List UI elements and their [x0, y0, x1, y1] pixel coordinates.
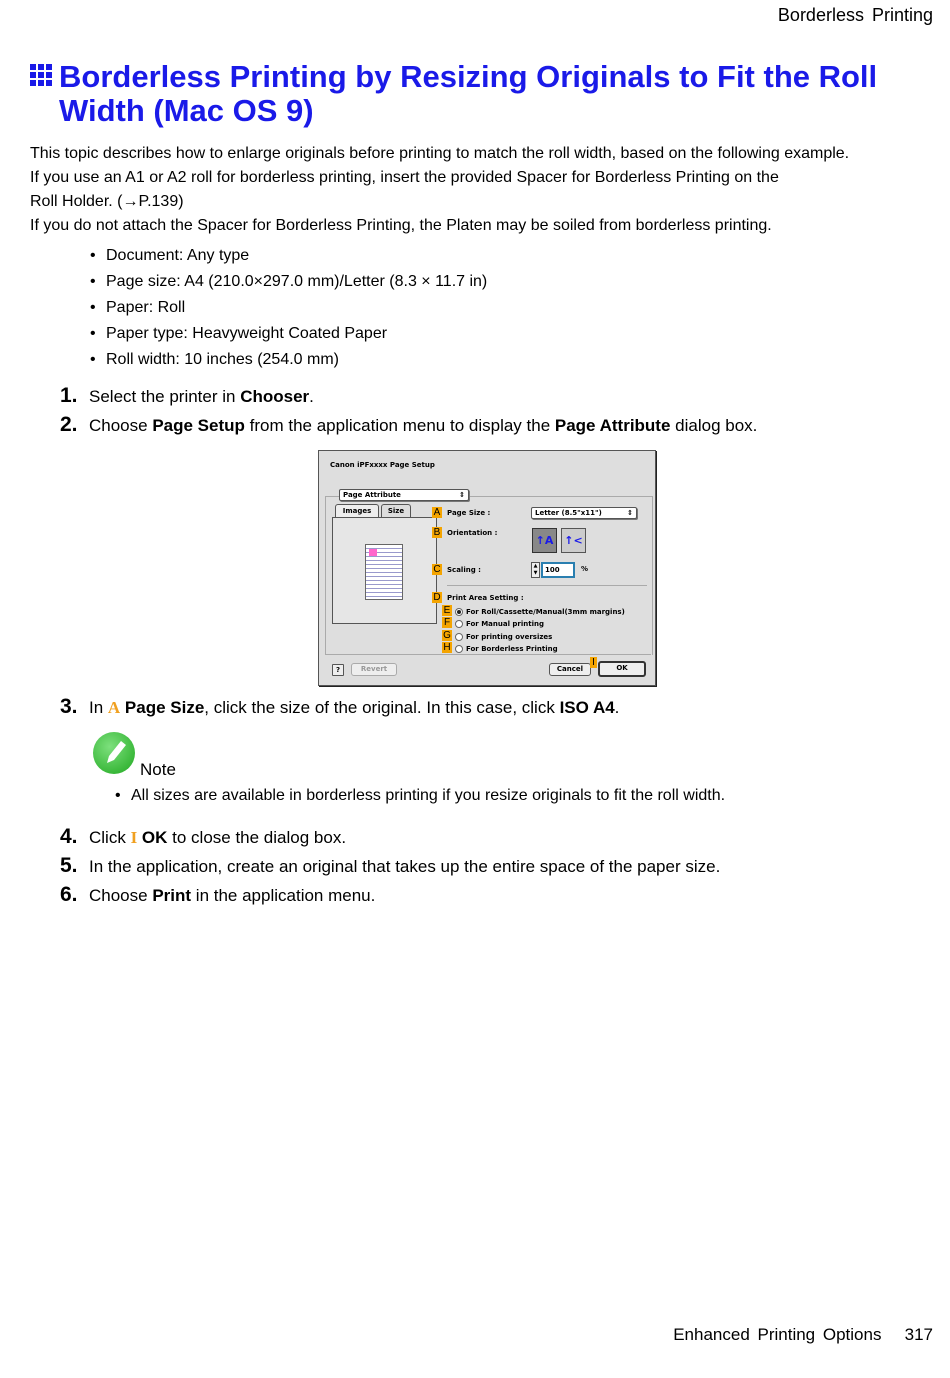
help-button[interactable]: ? [332, 664, 344, 676]
option-label: For Borderless Printing [466, 645, 558, 653]
panel-select[interactable]: Page Attribute ⇕ [339, 489, 469, 501]
tab-size[interactable]: Size [381, 504, 411, 517]
intro-link[interactable]: Roll Holder. (→P.139) [30, 193, 184, 210]
option-label: For Manual printing [466, 620, 544, 628]
callout-g: G [443, 630, 451, 641]
print-area-label: Print Area Setting : [447, 594, 524, 602]
callout-c: C [433, 564, 441, 575]
portrait-orientation-button[interactable]: ↑A [532, 528, 557, 553]
intro-text: This topic describes how to enlarge originals before printing to match the roll width, based on the following example. [30, 145, 850, 162]
callout-f: F [443, 617, 451, 628]
section-grid-icon [30, 64, 54, 88]
scaling-input[interactable]: 100 [541, 562, 575, 578]
example-item: • Paper: Roll [90, 299, 186, 316]
step-1: 1. Select the printer in Chooser. [60, 384, 314, 407]
dialog-title: Canon iPFxxxx Page Setup [330, 461, 435, 469]
intro-text: If you do not attach the Spacer for Borderless Printing, the Platen may be soiled from borderless printing. [30, 217, 772, 234]
callout-h: H [443, 642, 451, 653]
page-size-label: Page Size : [447, 509, 491, 517]
callout-i: I [590, 657, 597, 668]
image-thumb-icon [369, 549, 377, 556]
separator [447, 585, 647, 586]
example-item: • Page size: A4 (210.0×297.0 mm)/Letter (8.3 × 11.7 in) [90, 273, 488, 290]
preview-panel [332, 517, 437, 624]
scaling-stepper[interactable]: ▲ ▼ [531, 562, 540, 578]
step-2: 2. Choose Page Setup from the application menu to display the Page Attribute dialog box. [60, 413, 758, 436]
option-label: For Roll/Cassette/Manual(3mm margins) [466, 608, 625, 616]
note-title: Note [140, 760, 176, 779]
scaling-unit: % [581, 565, 589, 573]
step-6: 6. Choose Print in the application menu. [60, 883, 376, 906]
landscape-orientation-button[interactable]: ↑< [561, 528, 586, 553]
step-5: 5. In the application, create an original that takes up the entire space of the paper size. [60, 854, 721, 877]
radio-roll-cassette-manual[interactable] [455, 608, 463, 616]
page-setup-dialog-screenshot [318, 450, 656, 686]
callout-b: B [433, 527, 441, 538]
note-item: • All sizes are available in borderless printing if you resize originals to fit the roll width. [115, 787, 726, 804]
ok-button[interactable]: OK [598, 661, 646, 677]
scaling-label: Scaling : [447, 566, 481, 574]
orientation-label: Orientation : [447, 529, 498, 537]
example-item: • Document: Any type [90, 247, 250, 264]
page-preview-icon [365, 544, 403, 600]
option-label: For printing oversizes [466, 633, 553, 641]
note-pencil-icon [93, 732, 135, 774]
cancel-button[interactable]: Cancel [549, 663, 591, 676]
radio-manual-printing[interactable] [455, 620, 463, 628]
intro-text: If you use an A1 or A2 roll for borderless printing, insert the provided Spacer for Borderless Printing on the [30, 169, 779, 186]
separator [325, 654, 651, 655]
example-item: • Paper type: Heavyweight Coated Paper [90, 325, 388, 342]
callout-d: D [433, 592, 441, 603]
example-item: • Roll width: 10 inches (254.0 mm) [90, 351, 339, 368]
step-4: 4. Click I OK to close the dialog box. [60, 825, 347, 848]
callout-e: E [443, 605, 451, 616]
page-size-select[interactable]: Letter (8.5"x11") ⇕ [531, 507, 637, 519]
revert-button[interactable]: Revert [351, 663, 397, 676]
page-footer: Enhanced Printing Options 317 [673, 1325, 933, 1344]
tab-images[interactable]: Images [335, 504, 379, 517]
running-header: Borderless Printing [777, 5, 933, 25]
radio-borderless-printing[interactable] [455, 645, 463, 653]
page-title-line1: Borderless Printing by Resizing Originals to Fit the Roll [59, 59, 878, 94]
step-3: 3. In A Page Size, click the size of the original. In this case, click ISO A4. [60, 695, 620, 718]
callout-a: A [433, 507, 441, 518]
radio-printing-oversizes[interactable] [455, 633, 463, 641]
page-title-line2: Width (Mac OS 9) [59, 93, 314, 128]
